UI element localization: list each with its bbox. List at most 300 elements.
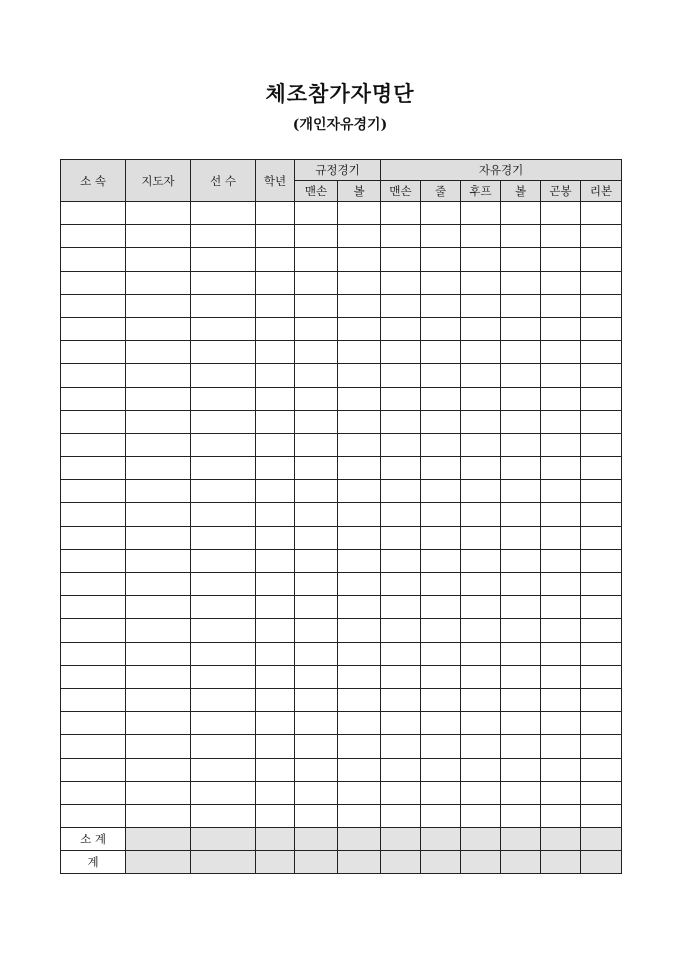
table-cell[interactable]: [381, 248, 421, 271]
table-cell[interactable]: [191, 387, 256, 410]
table-cell[interactable]: [191, 225, 256, 248]
table-cell[interactable]: [338, 294, 381, 317]
table-cell[interactable]: [256, 271, 295, 294]
summary-cell[interactable]: [126, 851, 191, 874]
table-cell[interactable]: [581, 480, 622, 503]
table-cell[interactable]: [421, 596, 461, 619]
table-cell[interactable]: [501, 619, 541, 642]
table-cell[interactable]: [381, 526, 421, 549]
table-cell[interactable]: [581, 642, 622, 665]
table-cell[interactable]: [126, 410, 191, 433]
table-cell[interactable]: [61, 526, 126, 549]
summary-cell[interactable]: [295, 828, 338, 851]
table-cell[interactable]: [381, 202, 421, 225]
table-cell[interactable]: [581, 549, 622, 572]
table-cell[interactable]: [338, 619, 381, 642]
table-cell[interactable]: [295, 619, 338, 642]
table-cell[interactable]: [61, 480, 126, 503]
table-cell[interactable]: [338, 735, 381, 758]
table-cell[interactable]: [421, 225, 461, 248]
table-cell[interactable]: [256, 804, 295, 827]
table-cell[interactable]: [256, 433, 295, 456]
table-cell[interactable]: [501, 317, 541, 340]
table-cell[interactable]: [381, 573, 421, 596]
table-cell[interactable]: [381, 410, 421, 433]
table-cell[interactable]: [126, 573, 191, 596]
table-cell[interactable]: [295, 573, 338, 596]
table-cell[interactable]: [381, 294, 421, 317]
table-cell[interactable]: [581, 503, 622, 526]
table-cell[interactable]: [295, 665, 338, 688]
summary-cell[interactable]: [295, 851, 338, 874]
table-cell[interactable]: [501, 364, 541, 387]
table-cell[interactable]: [421, 665, 461, 688]
table-cell[interactable]: [126, 364, 191, 387]
table-cell[interactable]: [461, 573, 501, 596]
table-cell[interactable]: [421, 549, 461, 572]
table-cell[interactable]: [501, 642, 541, 665]
table-cell[interactable]: [126, 712, 191, 735]
table-cell[interactable]: [381, 433, 421, 456]
table-cell[interactable]: [61, 665, 126, 688]
table-cell[interactable]: [191, 642, 256, 665]
table-cell[interactable]: [461, 364, 501, 387]
table-cell[interactable]: [61, 596, 126, 619]
table-cell[interactable]: [191, 503, 256, 526]
table-cell[interactable]: [295, 364, 338, 387]
table-cell[interactable]: [191, 619, 256, 642]
table-cell[interactable]: [581, 804, 622, 827]
table-cell[interactable]: [256, 619, 295, 642]
table-cell[interactable]: [256, 642, 295, 665]
table-cell[interactable]: [581, 688, 622, 711]
table-cell[interactable]: [541, 781, 581, 804]
table-cell[interactable]: [338, 804, 381, 827]
table-cell[interactable]: [191, 712, 256, 735]
table-cell[interactable]: [126, 642, 191, 665]
table-cell[interactable]: [381, 549, 421, 572]
table-cell[interactable]: [126, 804, 191, 827]
table-cell[interactable]: [541, 410, 581, 433]
table-cell[interactable]: [256, 526, 295, 549]
table-cell[interactable]: [461, 619, 501, 642]
table-cell[interactable]: [126, 317, 191, 340]
table-cell[interactable]: [541, 433, 581, 456]
table-cell[interactable]: [421, 804, 461, 827]
table-cell[interactable]: [461, 549, 501, 572]
table-cell[interactable]: [581, 317, 622, 340]
summary-cell[interactable]: [581, 828, 622, 851]
table-cell[interactable]: [191, 758, 256, 781]
table-cell[interactable]: [338, 364, 381, 387]
table-cell[interactable]: [295, 457, 338, 480]
table-cell[interactable]: [581, 433, 622, 456]
table-cell[interactable]: [126, 387, 191, 410]
table-cell[interactable]: [381, 364, 421, 387]
table-cell[interactable]: [541, 712, 581, 735]
table-cell[interactable]: [381, 712, 421, 735]
table-cell[interactable]: [338, 271, 381, 294]
table-cell[interactable]: [338, 596, 381, 619]
table-cell[interactable]: [461, 526, 501, 549]
table-cell[interactable]: [541, 341, 581, 364]
table-cell[interactable]: [126, 526, 191, 549]
table-cell[interactable]: [338, 410, 381, 433]
table-cell[interactable]: [126, 758, 191, 781]
table-cell[interactable]: [256, 364, 295, 387]
table-cell[interactable]: [541, 503, 581, 526]
table-cell[interactable]: [338, 480, 381, 503]
table-cell[interactable]: [581, 758, 622, 781]
summary-cell[interactable]: [338, 851, 381, 874]
table-cell[interactable]: [126, 503, 191, 526]
table-cell[interactable]: [501, 387, 541, 410]
table-cell[interactable]: [421, 712, 461, 735]
table-cell[interactable]: [126, 225, 191, 248]
table-cell[interactable]: [461, 202, 501, 225]
summary-cell[interactable]: [421, 851, 461, 874]
table-cell[interactable]: [381, 317, 421, 340]
table-cell[interactable]: [61, 735, 126, 758]
table-cell[interactable]: [295, 225, 338, 248]
table-cell[interactable]: [256, 248, 295, 271]
table-cell[interactable]: [61, 688, 126, 711]
table-cell[interactable]: [126, 549, 191, 572]
table-cell[interactable]: [256, 225, 295, 248]
table-cell[interactable]: [421, 457, 461, 480]
table-cell[interactable]: [581, 364, 622, 387]
table-cell[interactable]: [191, 341, 256, 364]
table-cell[interactable]: [126, 202, 191, 225]
table-cell[interactable]: [581, 294, 622, 317]
table-cell[interactable]: [461, 225, 501, 248]
table-cell[interactable]: [338, 526, 381, 549]
table-cell[interactable]: [581, 410, 622, 433]
table-cell[interactable]: [191, 781, 256, 804]
table-cell[interactable]: [256, 712, 295, 735]
table-cell[interactable]: [581, 225, 622, 248]
table-cell[interactable]: [461, 457, 501, 480]
table-cell[interactable]: [191, 480, 256, 503]
summary-cell[interactable]: [256, 851, 295, 874]
table-cell[interactable]: [541, 526, 581, 549]
table-cell[interactable]: [381, 642, 421, 665]
table-cell[interactable]: [338, 758, 381, 781]
table-cell[interactable]: [541, 596, 581, 619]
table-cell[interactable]: [541, 758, 581, 781]
table-cell[interactable]: [461, 271, 501, 294]
table-cell[interactable]: [191, 665, 256, 688]
table-cell[interactable]: [381, 341, 421, 364]
table-cell[interactable]: [338, 549, 381, 572]
table-cell[interactable]: [461, 387, 501, 410]
table-cell[interactable]: [541, 271, 581, 294]
table-cell[interactable]: [191, 202, 256, 225]
table-cell[interactable]: [501, 688, 541, 711]
table-cell[interactable]: [541, 665, 581, 688]
table-cell[interactable]: [256, 202, 295, 225]
table-cell[interactable]: [191, 573, 256, 596]
table-cell[interactable]: [61, 317, 126, 340]
table-cell[interactable]: [541, 549, 581, 572]
table-cell[interactable]: [541, 642, 581, 665]
table-cell[interactable]: [381, 688, 421, 711]
table-cell[interactable]: [501, 526, 541, 549]
table-cell[interactable]: [295, 549, 338, 572]
table-cell[interactable]: [381, 665, 421, 688]
table-cell[interactable]: [421, 271, 461, 294]
table-cell[interactable]: [461, 642, 501, 665]
table-cell[interactable]: [541, 364, 581, 387]
table-cell[interactable]: [256, 480, 295, 503]
table-cell[interactable]: [421, 735, 461, 758]
table-cell[interactable]: [421, 202, 461, 225]
summary-cell[interactable]: [501, 851, 541, 874]
table-cell[interactable]: [338, 248, 381, 271]
table-cell[interactable]: [256, 549, 295, 572]
table-cell[interactable]: [256, 341, 295, 364]
table-cell[interactable]: [381, 804, 421, 827]
table-cell[interactable]: [295, 503, 338, 526]
table-cell[interactable]: [126, 619, 191, 642]
table-cell[interactable]: [581, 596, 622, 619]
table-cell[interactable]: [191, 271, 256, 294]
table-cell[interactable]: [61, 294, 126, 317]
summary-cell[interactable]: [581, 851, 622, 874]
table-cell[interactable]: [581, 271, 622, 294]
table-cell[interactable]: [461, 317, 501, 340]
table-cell[interactable]: [501, 248, 541, 271]
table-cell[interactable]: [61, 387, 126, 410]
table-cell[interactable]: [461, 433, 501, 456]
table-cell[interactable]: [338, 573, 381, 596]
table-cell[interactable]: [541, 202, 581, 225]
summary-cell[interactable]: [461, 851, 501, 874]
table-cell[interactable]: [191, 410, 256, 433]
table-cell[interactable]: [126, 665, 191, 688]
table-cell[interactable]: [61, 433, 126, 456]
table-cell[interactable]: [501, 735, 541, 758]
table-cell[interactable]: [126, 341, 191, 364]
summary-cell[interactable]: [191, 828, 256, 851]
table-cell[interactable]: [461, 781, 501, 804]
table-cell[interactable]: [461, 410, 501, 433]
table-cell[interactable]: [381, 758, 421, 781]
table-cell[interactable]: [61, 503, 126, 526]
table-cell[interactable]: [61, 549, 126, 572]
table-cell[interactable]: [61, 364, 126, 387]
table-cell[interactable]: [541, 688, 581, 711]
table-cell[interactable]: [126, 781, 191, 804]
table-cell[interactable]: [421, 526, 461, 549]
table-cell[interactable]: [295, 688, 338, 711]
table-cell[interactable]: [421, 619, 461, 642]
summary-cell[interactable]: [501, 828, 541, 851]
table-cell[interactable]: [381, 596, 421, 619]
table-cell[interactable]: [541, 248, 581, 271]
table-cell[interactable]: [381, 503, 421, 526]
table-cell[interactable]: [256, 573, 295, 596]
table-cell[interactable]: [338, 202, 381, 225]
table-cell[interactable]: [126, 294, 191, 317]
table-cell[interactable]: [501, 271, 541, 294]
summary-cell[interactable]: [381, 851, 421, 874]
table-cell[interactable]: [581, 387, 622, 410]
table-cell[interactable]: [421, 781, 461, 804]
table-cell[interactable]: [61, 712, 126, 735]
table-cell[interactable]: [295, 781, 338, 804]
table-cell[interactable]: [541, 573, 581, 596]
table-cell[interactable]: [501, 225, 541, 248]
table-cell[interactable]: [461, 596, 501, 619]
table-cell[interactable]: [541, 735, 581, 758]
table-cell[interactable]: [61, 457, 126, 480]
table-cell[interactable]: [338, 317, 381, 340]
table-cell[interactable]: [61, 642, 126, 665]
table-cell[interactable]: [338, 387, 381, 410]
table-cell[interactable]: [256, 503, 295, 526]
table-cell[interactable]: [338, 712, 381, 735]
table-cell[interactable]: [501, 781, 541, 804]
table-cell[interactable]: [191, 317, 256, 340]
table-cell[interactable]: [381, 735, 421, 758]
table-cell[interactable]: [421, 364, 461, 387]
table-cell[interactable]: [338, 642, 381, 665]
table-cell[interactable]: [61, 410, 126, 433]
table-cell[interactable]: [381, 619, 421, 642]
table-cell[interactable]: [421, 294, 461, 317]
table-cell[interactable]: [501, 549, 541, 572]
table-cell[interactable]: [295, 804, 338, 827]
table-cell[interactable]: [501, 480, 541, 503]
table-cell[interactable]: [581, 573, 622, 596]
table-cell[interactable]: [295, 596, 338, 619]
table-cell[interactable]: [581, 665, 622, 688]
table-cell[interactable]: [461, 665, 501, 688]
table-cell[interactable]: [338, 341, 381, 364]
table-cell[interactable]: [191, 735, 256, 758]
summary-cell[interactable]: [191, 851, 256, 874]
table-cell[interactable]: [501, 503, 541, 526]
table-cell[interactable]: [461, 758, 501, 781]
table-cell[interactable]: [501, 573, 541, 596]
table-cell[interactable]: [191, 804, 256, 827]
table-cell[interactable]: [461, 341, 501, 364]
table-cell[interactable]: [191, 688, 256, 711]
table-cell[interactable]: [421, 480, 461, 503]
table-cell[interactable]: [421, 688, 461, 711]
table-cell[interactable]: [501, 758, 541, 781]
table-cell[interactable]: [295, 433, 338, 456]
table-cell[interactable]: [191, 526, 256, 549]
table-cell[interactable]: [61, 202, 126, 225]
table-cell[interactable]: [461, 804, 501, 827]
table-cell[interactable]: [295, 526, 338, 549]
table-cell[interactable]: [421, 758, 461, 781]
table-cell[interactable]: [256, 410, 295, 433]
table-cell[interactable]: [338, 225, 381, 248]
table-cell[interactable]: [501, 294, 541, 317]
table-cell[interactable]: [295, 410, 338, 433]
table-cell[interactable]: [421, 387, 461, 410]
table-cell[interactable]: [295, 294, 338, 317]
table-cell[interactable]: [191, 294, 256, 317]
table-cell[interactable]: [581, 457, 622, 480]
table-cell[interactable]: [61, 341, 126, 364]
table-cell[interactable]: [421, 433, 461, 456]
table-cell[interactable]: [126, 457, 191, 480]
table-cell[interactable]: [541, 294, 581, 317]
table-cell[interactable]: [126, 688, 191, 711]
table-cell[interactable]: [295, 712, 338, 735]
table-cell[interactable]: [338, 433, 381, 456]
table-cell[interactable]: [338, 688, 381, 711]
summary-cell[interactable]: [381, 828, 421, 851]
table-cell[interactable]: [421, 248, 461, 271]
table-cell[interactable]: [256, 317, 295, 340]
table-cell[interactable]: [256, 735, 295, 758]
table-cell[interactable]: [501, 665, 541, 688]
table-cell[interactable]: [421, 503, 461, 526]
table-cell[interactable]: [461, 480, 501, 503]
table-cell[interactable]: [541, 225, 581, 248]
table-cell[interactable]: [295, 642, 338, 665]
table-cell[interactable]: [381, 225, 421, 248]
table-cell[interactable]: [421, 410, 461, 433]
table-cell[interactable]: [501, 596, 541, 619]
table-cell[interactable]: [256, 688, 295, 711]
table-cell[interactable]: [256, 665, 295, 688]
summary-cell[interactable]: [541, 828, 581, 851]
table-cell[interactable]: [338, 665, 381, 688]
table-cell[interactable]: [461, 248, 501, 271]
table-cell[interactable]: [191, 248, 256, 271]
table-cell[interactable]: [581, 712, 622, 735]
table-cell[interactable]: [581, 781, 622, 804]
table-cell[interactable]: [256, 596, 295, 619]
summary-cell[interactable]: [421, 828, 461, 851]
table-cell[interactable]: [338, 781, 381, 804]
table-cell[interactable]: [295, 271, 338, 294]
table-cell[interactable]: [541, 804, 581, 827]
table-cell[interactable]: [581, 619, 622, 642]
table-cell[interactable]: [295, 341, 338, 364]
table-cell[interactable]: [126, 433, 191, 456]
table-cell[interactable]: [421, 341, 461, 364]
table-cell[interactable]: [61, 758, 126, 781]
table-cell[interactable]: [581, 202, 622, 225]
summary-cell[interactable]: [461, 828, 501, 851]
table-cell[interactable]: [61, 804, 126, 827]
table-cell[interactable]: [61, 781, 126, 804]
table-cell[interactable]: [61, 619, 126, 642]
table-cell[interactable]: [191, 596, 256, 619]
table-cell[interactable]: [61, 248, 126, 271]
table-cell[interactable]: [381, 480, 421, 503]
table-cell[interactable]: [256, 781, 295, 804]
table-cell[interactable]: [501, 433, 541, 456]
table-cell[interactable]: [461, 712, 501, 735]
table-cell[interactable]: [295, 758, 338, 781]
table-cell[interactable]: [295, 387, 338, 410]
table-cell[interactable]: [256, 457, 295, 480]
table-cell[interactable]: [581, 341, 622, 364]
summary-cell[interactable]: [126, 828, 191, 851]
table-cell[interactable]: [61, 271, 126, 294]
table-cell[interactable]: [126, 248, 191, 271]
table-cell[interactable]: [501, 410, 541, 433]
summary-cell[interactable]: [256, 828, 295, 851]
